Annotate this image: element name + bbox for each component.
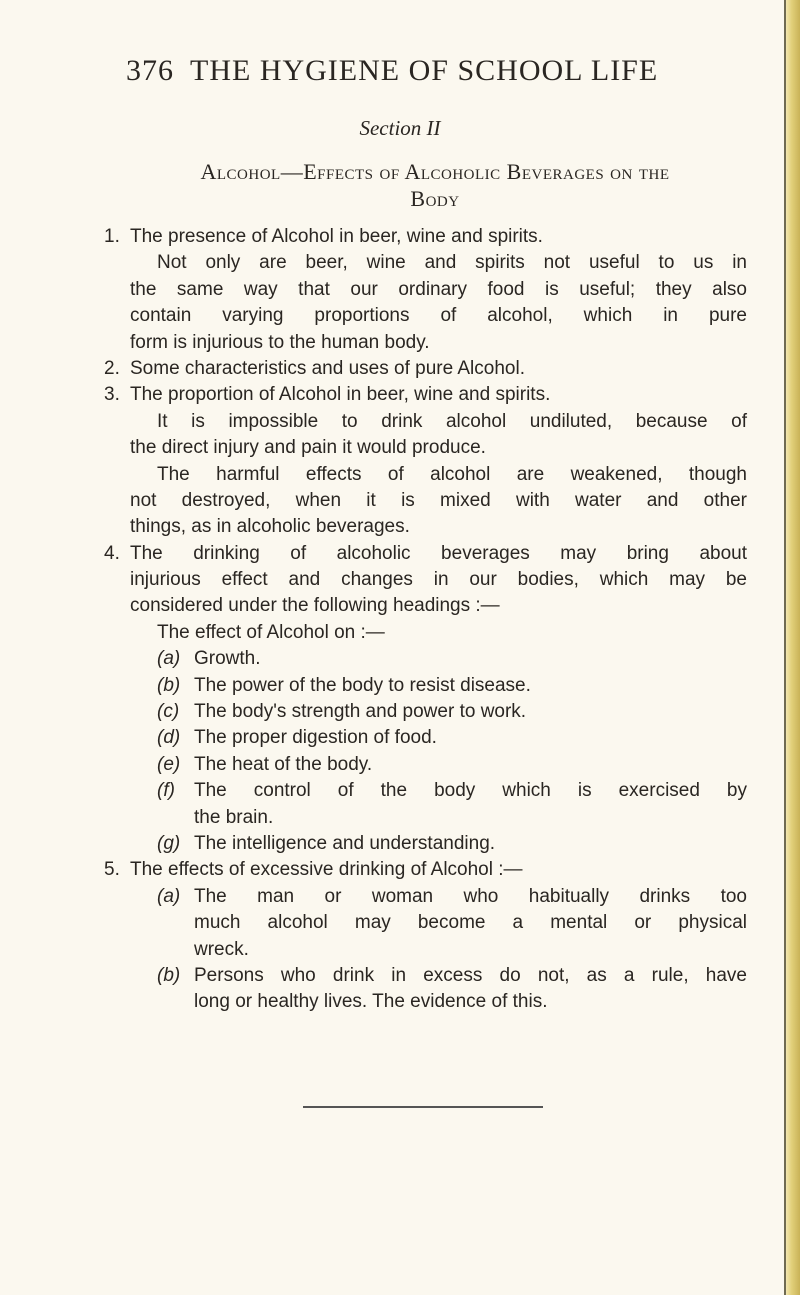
- paragraph-line: form is injurious to the human body.: [130, 331, 430, 353]
- lead-line: The effect of Alcohol on :—: [157, 621, 385, 643]
- item-number: 5.: [104, 859, 120, 881]
- numbered-list: [0, 224, 800, 1016]
- main-heading: [120, 158, 750, 212]
- running-header: [126, 54, 726, 88]
- main-heading-line-1: Alcohol—Effects of Alcoholic Beverages on the: [200, 159, 670, 184]
- paragraph-line: It is impossible to drink alcohol undiluted, because of: [157, 410, 747, 432]
- sub-item-letter: (a): [157, 648, 181, 670]
- sub-item-continuation: the brain.: [194, 806, 274, 828]
- item-number: 1.: [104, 226, 120, 247]
- paragraph-line: Not only are beer, wine and spirits not useful to us in: [157, 252, 747, 274]
- sub-item-continuation: wreck.: [194, 938, 249, 960]
- item-number: 3.: [104, 384, 120, 406]
- sub-item-g: (g) The intelligence and understanding.: [0, 831, 800, 857]
- paragraph-line: contain varying proportions of alcohol, which in pure: [130, 305, 747, 327]
- paragraph-line: things, as in alcoholic beverages.: [130, 516, 410, 538]
- list-item-2: [0, 356, 800, 382]
- item-number: 2.: [104, 357, 120, 379]
- item-title: The presence of Alcohol in beer, wine and spirits.: [130, 226, 543, 247]
- sub-item-b: (b) The power of the body to resist disease.: [0, 673, 800, 699]
- item-title: The effects of excessive drinking of Alcohol :—: [130, 859, 523, 881]
- sub-item-f: (f) The control of the body which is exercised by: [0, 778, 800, 804]
- section-title: Section II: [359, 116, 441, 140]
- sub-item-letter: (b): [157, 674, 181, 696]
- paragraph-line: the same way that our ordinary food is useful; they also: [130, 278, 747, 300]
- running-title: THE HYGIENE OF SCHOOL LIFE: [190, 54, 659, 87]
- sub-item-b: (b) Persons who drink in excess do not, as a rule, have: [0, 963, 800, 989]
- paragraph-line: The harmful effects of alcohol are weakened, though: [157, 463, 747, 485]
- end-rule: [303, 1106, 543, 1108]
- item-title: The proportion of Alcohol in beer, wine and spirits.: [130, 384, 551, 406]
- sub-item-a: (a) The man or woman who habitually drinks too: [0, 884, 800, 910]
- item-title: Some characteristics and uses of pure Alcohol.: [130, 357, 525, 379]
- sub-item-letter: (f): [157, 780, 175, 802]
- sub-item-continuation: much alcohol may become a mental or physical: [194, 912, 747, 934]
- paragraph-line: the direct injury and pain it would produce.: [130, 437, 486, 459]
- sub-item-a: (a) Growth.: [0, 646, 800, 672]
- sub-item-c: (c) The body's strength and power to work.: [0, 699, 800, 725]
- sub-item-letter: (g): [157, 832, 181, 854]
- paragraph-line: considered under the following headings :—: [130, 595, 500, 617]
- item-number: 4.: [104, 542, 120, 564]
- list-item-5: [0, 857, 800, 883]
- sub-item-continuation: long or healthy lives. The evidence of this.: [194, 991, 548, 1013]
- list-item-1: [0, 224, 800, 250]
- paragraph-line: not destroyed, when it is mixed with water and other: [130, 489, 747, 511]
- sub-item-letter: (a): [157, 885, 181, 907]
- paragraph-line: injurious effect and changes in our bodies, which may be: [130, 569, 747, 591]
- list-item-3: [0, 382, 800, 408]
- sub-item-d: (d) The proper digestion of food.: [0, 725, 800, 751]
- sub-item-e: (e) The heat of the body.: [0, 752, 800, 778]
- sub-item-letter: (e): [157, 753, 181, 775]
- sub-item-letter: (d): [157, 727, 181, 749]
- sub-item-letter: (c): [157, 701, 180, 723]
- main-heading-line-2: Body: [410, 186, 460, 211]
- sub-item-letter: (b): [157, 964, 181, 986]
- page-number: 376: [126, 54, 174, 87]
- list-item-4: 4. The drinking of alcoholic beverages may bring about: [0, 541, 800, 567]
